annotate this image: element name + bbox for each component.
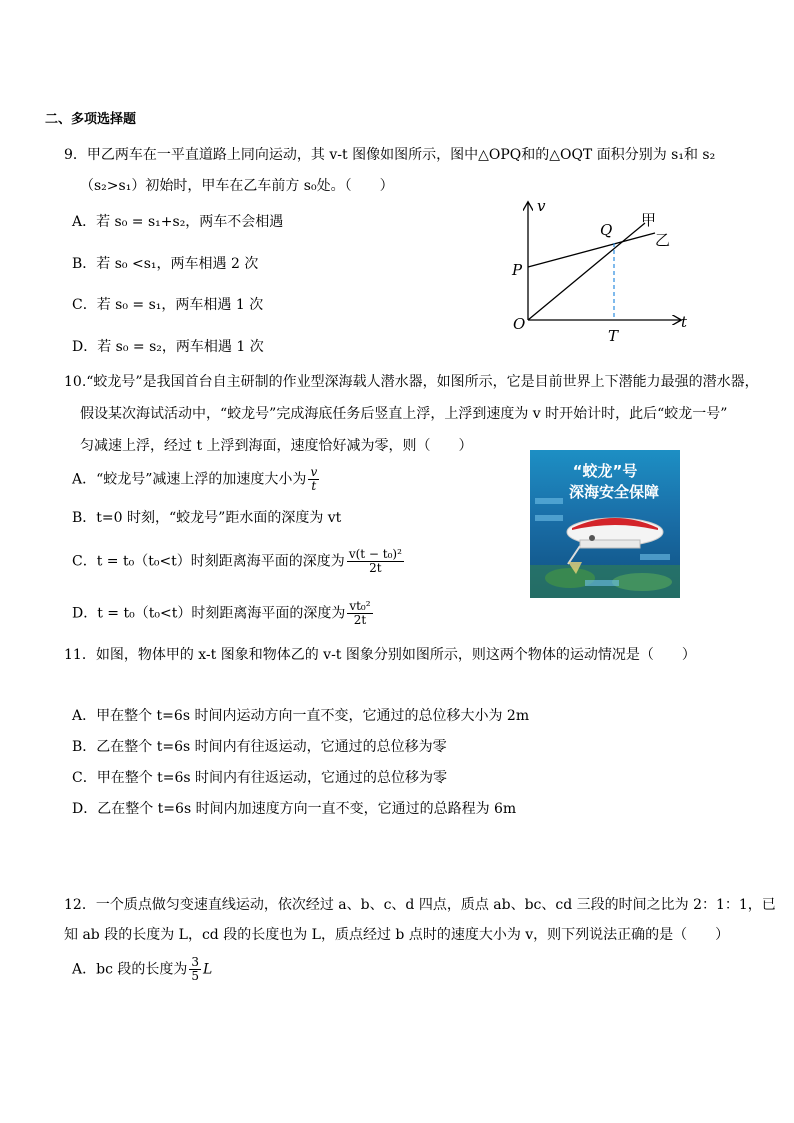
o-label: O (513, 315, 526, 333)
yi-label: 乙 (655, 231, 671, 249)
p-label: P (512, 261, 523, 279)
v-label: v (537, 197, 546, 215)
q10-option-c-denominator: 2t (369, 561, 382, 575)
poster-title-1: “蛟龙”号 (572, 462, 638, 480)
q11-option-a[interactable]: A．甲在整个 t=6s 时间内运动方向一直不变，它通过的总位移大小为 2m (72, 708, 530, 724)
q11-stem: 11．如图，物体甲的 x-t 图象和物体乙的 v-t 图象分别如图所示，则这两个物体的运动情况是（ ） (64, 647, 696, 663)
q11-option-d[interactable]: D．乙在整个 t=6s 时间内加速度方向一直不变，它通过的总路程为 6m (72, 801, 517, 817)
q11-option-c[interactable]: C．甲在整个 t=6s 时间内有往返运动，它通过的总位移为零 (72, 770, 448, 786)
q9-option-b[interactable]: B．若 s₀ <s₁，两车相遇 2 次 (72, 256, 259, 272)
q10-option-d-numerator: vt₀² (349, 599, 371, 613)
q10-option-a[interactable] (72, 466, 321, 493)
t-point-label: T (608, 327, 619, 345)
q12-option-a[interactable] (72, 956, 212, 983)
q10-option-d[interactable] (72, 600, 375, 627)
q10-option-d-text: D．t = t₀（t₀<t）时刻距离海平面的深度为 (72, 605, 346, 622)
t-label: t (681, 313, 688, 331)
q10-option-b[interactable]: B．t=0 时刻，“蛟龙号”距水面的深度为 vt (72, 510, 342, 526)
q10-option-a-denominator: t (311, 479, 317, 493)
q11-option-b[interactable]: B．乙在整个 t=6s 时间内有往返运动，它通过的总位移为零 (72, 739, 447, 755)
poster-title-2: 深海安全保障 (568, 483, 659, 501)
q12-option-a-unit: L (203, 961, 213, 978)
q10-option-c-fraction (347, 548, 404, 575)
q12-stem-line1: 12．一个质点做匀变速直线运动，依次经过 a、b、c、d 四点，质点 ab、bc、cd 三段的时间之比为 2：1：1，已 (64, 897, 776, 913)
q10-option-a-fraction (308, 466, 319, 493)
jiaolong-poster-image (530, 450, 680, 598)
q12-stem-line2: 知 ab 段的长度为 L，cd 段的长度也为 L，质点经过 b 点时的速度大小为 v，则下列说法正确的是（ ） (64, 927, 730, 943)
q10-option-c-text: C．t = t₀（t₀<t）时刻距离海平面的深度为 (72, 553, 345, 570)
q9-option-a[interactable]: A．若 s₀ = s₁+s₂，两车不会相遇 (72, 214, 284, 230)
q12-option-a-text: A．bc 段的长度为 (72, 961, 188, 978)
jia-label: 甲 (641, 211, 657, 229)
q10-stem-line2: 假设某次海试活动中，“蛟龙号”完成海底任务后竖直上浮，上浮到速度为 v 时开始计时，此后“蛟龙一号” (80, 406, 728, 422)
q9-option-d[interactable]: D．若 s₀ = s₂，两车相遇 1 次 (72, 339, 264, 355)
q-label: Q (600, 221, 613, 239)
q9-vt-graph (505, 195, 705, 345)
q10-option-d-denominator: 2t (353, 613, 367, 627)
line-jia (528, 223, 645, 320)
q10-option-c[interactable] (72, 548, 406, 575)
q10-option-a-text: A．“蛟龙号”减速上浮的加速度大小为 (72, 471, 307, 488)
q12-option-a-numerator: 3 (191, 955, 200, 969)
submersible-illustration (530, 450, 680, 598)
line-yi (528, 233, 655, 267)
q12-option-a-denominator: 5 (191, 969, 200, 983)
section-title: 二、多项选择题 (45, 112, 137, 127)
q10-option-d-fraction (347, 600, 372, 627)
q10-stem-line1: 10.“蛟龙号”是我国首台自主研制的作业型深海载人潜水器，如图所示，它是目前世界上下潜能力最强的潜水器， (64, 374, 759, 390)
q9-option-c[interactable]: C．若 s₀ = s₁，两车相遇 1 次 (72, 297, 264, 313)
q12-option-a-fraction (189, 956, 201, 983)
q10-option-a-numerator: v (310, 465, 318, 479)
q9-stem-line1: 9．甲乙两车在一平直道路上同向运动，其 v-t 图像如图所示，图中△OPQ和的△OQT 面积分别为 s₁和 s₂ (64, 147, 716, 163)
q10-stem-line3: 匀减速上浮，经过 t 上浮到海面，速度恰好减为零，则（ ） (80, 438, 473, 454)
q9-stem-line2: （s₂>s₁）初始时，甲车在乙车前方 s₀处。（ ） (80, 178, 394, 194)
q10-option-c-numerator: v(t − t₀)² (348, 547, 402, 561)
